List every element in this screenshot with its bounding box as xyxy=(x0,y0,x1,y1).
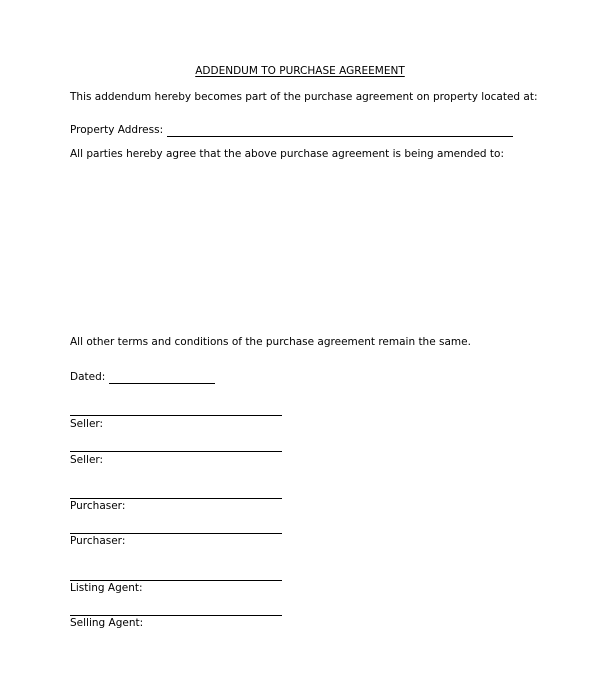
closing-statement: All other terms and conditions of the purchase agreement remain the same. xyxy=(70,336,471,348)
amend-statement: All parties hereby agree that the above purchase agreement is being amended to: xyxy=(70,148,505,160)
selling-agent-label: Selling Agent: xyxy=(70,617,144,629)
seller-1-signature-line[interactable] xyxy=(70,415,282,416)
amendment-text-area[interactable] xyxy=(70,166,530,326)
seller-2-signature-line[interactable] xyxy=(70,451,282,452)
dated-row xyxy=(70,370,215,384)
dated-field[interactable] xyxy=(109,372,215,384)
dated-label: Dated: xyxy=(70,371,106,383)
seller-2-label: Seller: xyxy=(70,454,104,466)
purchaser-1-label: Purchaser: xyxy=(70,500,126,512)
seller-1-label: Seller: xyxy=(70,418,104,430)
document-title: ADDENDUM TO PURCHASE AGREEMENT xyxy=(195,65,405,77)
listing-agent-label: Listing Agent: xyxy=(70,582,143,594)
purchaser-2-label: Purchaser: xyxy=(70,535,126,547)
intro-text: This addendum hereby becomes part of the purchase agreement on property located at: xyxy=(70,91,538,103)
property-address-label: Property Address: xyxy=(70,124,164,136)
property-address-field[interactable] xyxy=(167,125,513,137)
property-address-row xyxy=(70,123,513,137)
